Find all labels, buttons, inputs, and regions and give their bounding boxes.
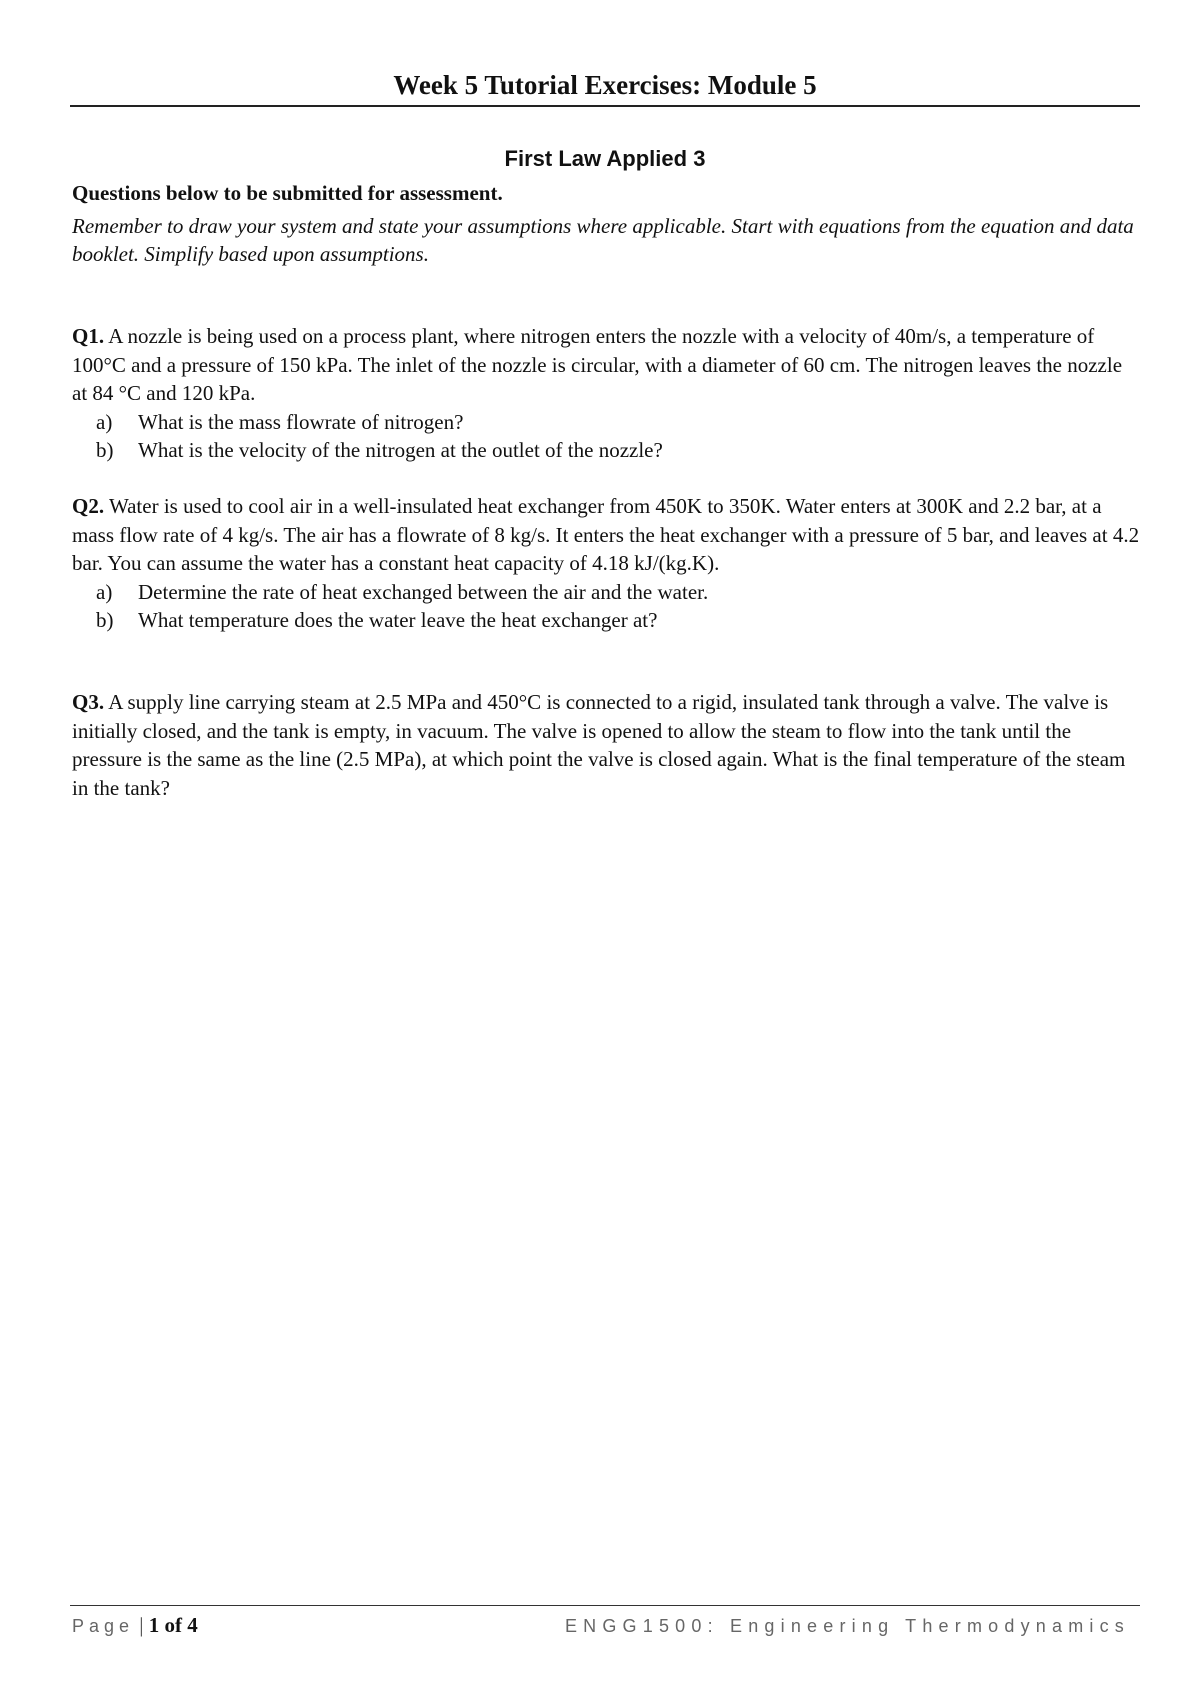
part-letter: b) — [96, 608, 114, 632]
page-word: Page — [72, 1616, 135, 1636]
footer-separator: | — [139, 1613, 144, 1637]
question-2 — [72, 492, 1140, 635]
question-part — [96, 408, 1140, 437]
question-parts — [72, 578, 1140, 635]
page-number: 1 of 4 — [148, 1613, 198, 1637]
question-text: Water is used to cool air in a well-insulated heat exchanger from 450K to 350K. Water enters at 300K and 2.2 bar, at a mass flow rate of 4 kg/s. The air has a flowrate of 8 kg/s. It enters the heat exchanger with a pressure of 5 bar, and leaves at 4.2 bar. You can assume the water has a constant heat capacity of 4.18 kJ/(kg.K). — [72, 494, 1140, 575]
question-text: A supply line carrying steam at 2.5 MPa and 450°C is connected to a rigid, insulated tank through a valve. The valve is initially closed, and the tank is empty, in vacuum. The valve is opened to allow the steam to flow into the tank until the pressure is the same as the line (2.5 MPa), at which point the valve is closed again. What is the final temperature of the steam in the tank? — [72, 690, 1126, 800]
part-letter: a) — [96, 579, 113, 604]
question-part — [96, 606, 1140, 635]
page-indicator — [72, 1613, 198, 1638]
part-text: What temperature does the water leave the heat exchanger at? — [138, 608, 658, 632]
part-text: What is the velocity of the nitrogen at the outlet of the nozzle? — [138, 438, 663, 462]
document-subtitle: First Law Applied 3 — [504, 146, 706, 171]
part-letter: b) — [96, 438, 114, 462]
footer-divider — [70, 1605, 1140, 1606]
page-header-title: Week 5 Tutorial Exercises: Module 5 — [393, 70, 817, 100]
question-part — [96, 578, 1140, 607]
question-label: Q1. — [72, 324, 105, 348]
question-1 — [72, 322, 1140, 465]
submission-note: Questions below to be submitted for assessment. — [72, 181, 503, 205]
question-parts — [72, 408, 1140, 465]
course-name: ENGG1500: Engineering Thermodynamics — [564, 1616, 1130, 1636]
question-part — [96, 436, 1140, 465]
part-text: Determine the rate of heat exchanged between the air and the water. — [138, 579, 709, 604]
question-label: Q2. — [72, 494, 105, 518]
question-text: A nozzle is being used on a process plant, where nitrogen enters the nozzle with a velocity of 40m/s, a temperature of 100°C and a pressure of 150 kPa. The inlet of the nozzle is circular, with a diameter of 60 cm. The nitrogen leaves the nozzle at 84 °C and 120 kPa. — [72, 324, 1123, 405]
question-3 — [72, 688, 1140, 802]
instructions-text: Remember to draw your system and state your assumptions where applicable. Start with equations from the equation and data booklet. Simplify based upon assumptions. — [72, 214, 1134, 266]
header-divider — [70, 105, 1140, 107]
part-letter: a) — [96, 409, 113, 434]
question-label: Q3. — [72, 690, 105, 714]
part-text: What is the mass flowrate of nitrogen? — [138, 409, 464, 434]
